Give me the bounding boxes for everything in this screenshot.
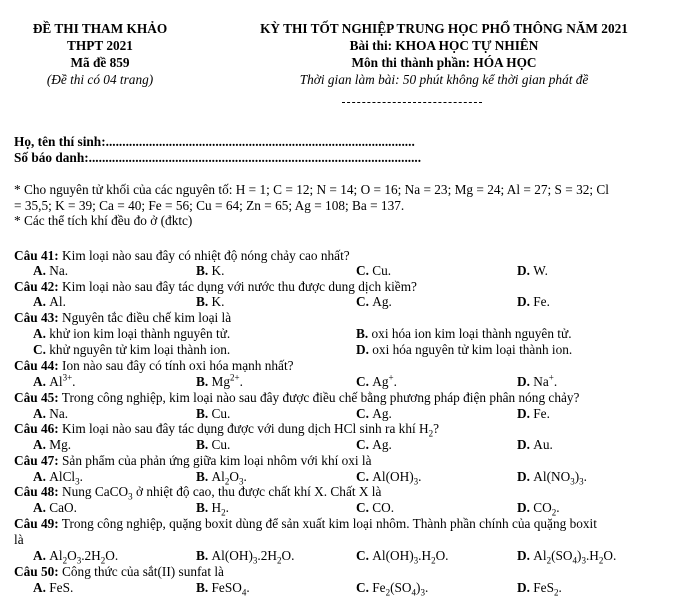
question-text-cont: là <box>14 532 24 547</box>
question-text: Trong công nghiệp, kim loại nào sau đây được điều chế bằng phương pháp điện phân nóng chảy? <box>58 390 580 405</box>
answer-option[interactable] <box>33 469 83 487</box>
option-text: CaO. <box>49 500 77 515</box>
answer-option[interactable] <box>517 548 617 566</box>
answer-option[interactable] <box>196 500 229 518</box>
option-text: FeS. <box>49 580 74 595</box>
option-letter: C. <box>356 374 373 389</box>
option-text: $CO_2$. <box>533 500 560 518</box>
option-text: FeSO$_4$. <box>211 580 250 598</box>
answer-option[interactable] <box>196 374 243 389</box>
option-letter: C. <box>356 437 373 452</box>
question-text: Kim loại nào sau đây tác dụng được với dung dịch HCl sinh ra khí $H_2$? <box>58 421 439 439</box>
question-stem <box>14 421 439 439</box>
student-id-dots: .................................................................................................... <box>88 150 422 165</box>
answer-option[interactable] <box>33 500 77 515</box>
option-letter: C. <box>33 342 50 357</box>
page-count: (Đề thi có 04 trang) <box>46 72 154 87</box>
header-left <box>0 0 200 88</box>
option-text: K. <box>211 294 225 309</box>
answer-option[interactable] <box>356 263 391 278</box>
answer-option[interactable] <box>33 342 230 357</box>
exam-year: THPT 2021 <box>67 38 133 53</box>
option-text: Au. <box>533 437 553 452</box>
exam-title: KỲ THI TỐT NGHIỆP TRUNG HỌC PHỔ THÔNG NĂM 2021 <box>260 21 628 36</box>
option-letter: B. <box>196 406 212 421</box>
option-text: khử nguyên tử kim loại thành ion. <box>49 342 231 357</box>
option-letter: D. <box>517 294 534 309</box>
option-text: Fe. <box>533 294 550 309</box>
student-name-label: Họ, tên thí sinh: <box>14 134 106 149</box>
answer-option[interactable] <box>33 374 75 389</box>
option-letter: B. <box>196 500 212 515</box>
answer-option[interactable] <box>356 294 392 309</box>
option-letter: C. <box>356 469 373 484</box>
question-number: Câu 47: <box>14 453 59 468</box>
answer-option[interactable] <box>517 580 562 598</box>
answer-option[interactable] <box>33 294 66 309</box>
option-letter: B. <box>196 294 212 309</box>
answer-option[interactable] <box>196 580 250 598</box>
option-letter: D. <box>517 580 534 595</box>
question-text: Kim loại nào sau đây có nhiệt độ nóng chảy cao nhất? <box>58 248 350 263</box>
answer-option[interactable] <box>33 263 68 278</box>
option-letter: D. <box>517 500 534 515</box>
option-text: $Al_2O_3$. <box>211 469 247 487</box>
exam-subject: Bài thi: KHOA HỌC TỰ NHIÊN <box>349 38 539 53</box>
option-text: Ag. <box>372 294 392 309</box>
question-text: Trong công nghiệp, quặng boxit dùng để sản xuất kim loại nhôm. Thành phần chính của quặng boxit <box>58 516 597 531</box>
question-text: Nung CaCO$_3$ ở nhiệt độ cao, thu được chất khí X. Chất X là <box>58 484 382 502</box>
option-text: $Al_2O_3.2H_2O$. <box>49 548 119 566</box>
option-letter: A. <box>33 374 50 389</box>
answer-option[interactable] <box>196 294 224 309</box>
option-letter: C. <box>356 580 373 595</box>
answer-option[interactable] <box>196 469 247 487</box>
question-stem <box>14 248 350 263</box>
option-letter: A. <box>33 406 50 421</box>
exam-component: Môn thi thành phần: HÓA HỌC <box>351 55 537 70</box>
option-letter: D. <box>517 548 534 563</box>
answer-option[interactable] <box>33 580 73 595</box>
option-letter: C. <box>356 500 373 515</box>
option-letter: A. <box>33 263 50 278</box>
option-text: AlCl$_3$. <box>49 469 83 487</box>
option-letter: D. <box>517 437 534 452</box>
answer-option[interactable] <box>517 374 557 389</box>
question-number: Câu 41: <box>14 248 59 263</box>
option-text: $Mg^{2+}$. <box>211 372 243 389</box>
option-letter: D. <box>517 406 534 421</box>
exam-type: ĐỀ THI THAM KHẢO <box>32 21 168 36</box>
option-text: $Al(OH)_3$. <box>372 469 422 487</box>
option-text: Ag+. <box>372 372 397 389</box>
question-number: Câu 43: <box>14 310 59 325</box>
option-letter: A. <box>33 326 50 341</box>
question-stem <box>14 279 417 294</box>
header-right <box>200 0 688 88</box>
option-letter: B. <box>196 548 212 563</box>
answer-option[interactable] <box>356 374 397 389</box>
option-letter: D. <box>356 342 373 357</box>
answer-option[interactable] <box>356 500 394 515</box>
option-letter: B. <box>196 469 212 484</box>
option-text: $Al(NO_3)_3$. <box>533 469 587 487</box>
option-text: $Fe_2(SO_4)_3$. <box>372 580 429 598</box>
question-number: Câu 49: <box>14 516 59 531</box>
answer-option[interactable] <box>196 548 295 566</box>
answer-option[interactable] <box>356 548 449 566</box>
student-id-label: Số báo danh: <box>14 150 89 165</box>
answer-option[interactable] <box>356 437 392 452</box>
answer-option[interactable] <box>356 469 422 487</box>
answer-option[interactable] <box>33 406 68 421</box>
question-stem <box>14 358 294 373</box>
option-letter: D. <box>517 263 534 278</box>
option-text: $H_2$. <box>211 500 229 518</box>
answer-option[interactable] <box>356 406 392 421</box>
answer-option[interactable] <box>517 500 560 518</box>
question-number: Câu 45: <box>14 390 59 405</box>
question-text: Kim loại nào sau đây tác dụng với nước thu được dung dịch kiềm? <box>58 279 417 294</box>
question-number: Câu 42: <box>14 279 59 294</box>
header-divider <box>342 102 482 103</box>
option-text: oxi hóa nguyên tử kim loại thành ion. <box>372 342 573 357</box>
question-text: Nguyên tắc điều chế kim loại là <box>58 310 232 325</box>
option-text: Mg. <box>49 437 72 452</box>
option-letter: B. <box>196 263 212 278</box>
option-text: Cu. <box>211 437 231 452</box>
option-text: $Al^{3+}$. <box>49 372 76 389</box>
answer-option[interactable] <box>33 326 230 341</box>
question-number: Câu 50: <box>14 564 59 579</box>
student-name-dots: ............................................................................................. <box>105 134 415 149</box>
option-letter: C. <box>356 406 373 421</box>
answer-option[interactable] <box>517 469 587 487</box>
answer-option[interactable] <box>356 326 572 341</box>
answer-option[interactable] <box>517 294 550 309</box>
option-text: Cu. <box>372 263 392 278</box>
option-letter: B. <box>196 374 212 389</box>
answer-option[interactable] <box>517 263 548 278</box>
option-letter: C. <box>356 548 373 563</box>
answer-option[interactable] <box>196 437 230 452</box>
option-text: Fe. <box>533 406 550 421</box>
question-stem <box>14 453 372 468</box>
option-text: Al. <box>49 294 66 309</box>
option-text: oxi hóa ion kim loại thành nguyên tử. <box>371 326 572 341</box>
answer-option[interactable] <box>33 437 71 452</box>
question-number: Câu 46: <box>14 421 59 436</box>
option-text: Ag. <box>372 437 392 452</box>
question-text: Sản phẩm của phản ứng giữa kim loại nhôm với khí oxi là <box>58 453 372 468</box>
option-text: K. <box>211 263 225 278</box>
question-number: Câu 44: <box>14 358 59 373</box>
option-letter: B. <box>196 580 212 595</box>
answer-option[interactable] <box>517 406 550 421</box>
question-number: Câu 48: <box>14 484 59 499</box>
option-text: W. <box>533 263 548 278</box>
option-text: CO. <box>372 500 395 515</box>
question-text: Ion nào sau đây có tính oxi hóa mạnh nhất? <box>58 358 294 373</box>
option-text: FeS$_2$. <box>533 580 562 598</box>
option-letter: A. <box>33 548 50 563</box>
answer-option[interactable] <box>517 437 553 452</box>
answer-option[interactable] <box>356 580 429 598</box>
exam-duration: Thời gian làm bài: 50 phút không kể thời gian phát đề <box>299 72 589 87</box>
option-text: $Al(OH)_3.H_2O$. <box>372 548 449 566</box>
option-text: Na. <box>49 263 69 278</box>
student-name-line <box>14 134 415 150</box>
option-text: Na. <box>49 406 69 421</box>
question-stem <box>14 310 231 325</box>
option-text: Cu. <box>211 406 231 421</box>
question-stem <box>14 564 224 579</box>
answer-option[interactable] <box>196 406 230 421</box>
option-letter: D. <box>517 374 534 389</box>
student-id-line <box>14 150 421 166</box>
option-text: $Al(OH)_3.2H_2O$. <box>211 548 295 566</box>
option-letter: A. <box>33 469 50 484</box>
option-letter: C. <box>356 263 373 278</box>
exam-code: Mã đề 859 <box>70 55 130 70</box>
option-letter: D. <box>517 469 534 484</box>
option-letter: B. <box>356 326 372 341</box>
option-letter: A. <box>33 580 50 595</box>
question-stem <box>14 390 579 405</box>
answer-option[interactable] <box>196 263 224 278</box>
option-letter: A. <box>33 294 50 309</box>
atomic-mass-note: * Cho nguyên tử khối của các nguyên tố: H = 1; C = 12; N = 14; O = 16; Na = 23; Mg = 24; Al = 27; S = 32; Cl <box>14 182 609 197</box>
question-stem <box>14 516 597 531</box>
option-letter: A. <box>33 437 50 452</box>
option-text: $Al_2(SO_4)_3.H_2O$. <box>533 548 617 566</box>
option-letter: C. <box>356 294 373 309</box>
question-text: Công thức của sắt(II) sunfat là <box>58 564 224 579</box>
answer-option[interactable] <box>33 548 119 566</box>
atomic-mass-note-cont: = 35,5; K = 39; Ca = 40; Fe = 56; Cu = 64; Zn = 65; Ag = 108; Ba = 137. <box>14 198 405 213</box>
gas-volume-note: * Các thể tích khí đều đo ở (đktc) <box>14 213 193 228</box>
option-letter: B. <box>196 437 212 452</box>
option-text: Na+. <box>533 372 558 389</box>
question-stem <box>14 484 382 502</box>
answer-option[interactable] <box>356 342 572 357</box>
option-letter: A. <box>33 500 50 515</box>
option-text: Ag. <box>372 406 392 421</box>
option-text: khử ion kim loại thành nguyên tử. <box>49 326 231 341</box>
